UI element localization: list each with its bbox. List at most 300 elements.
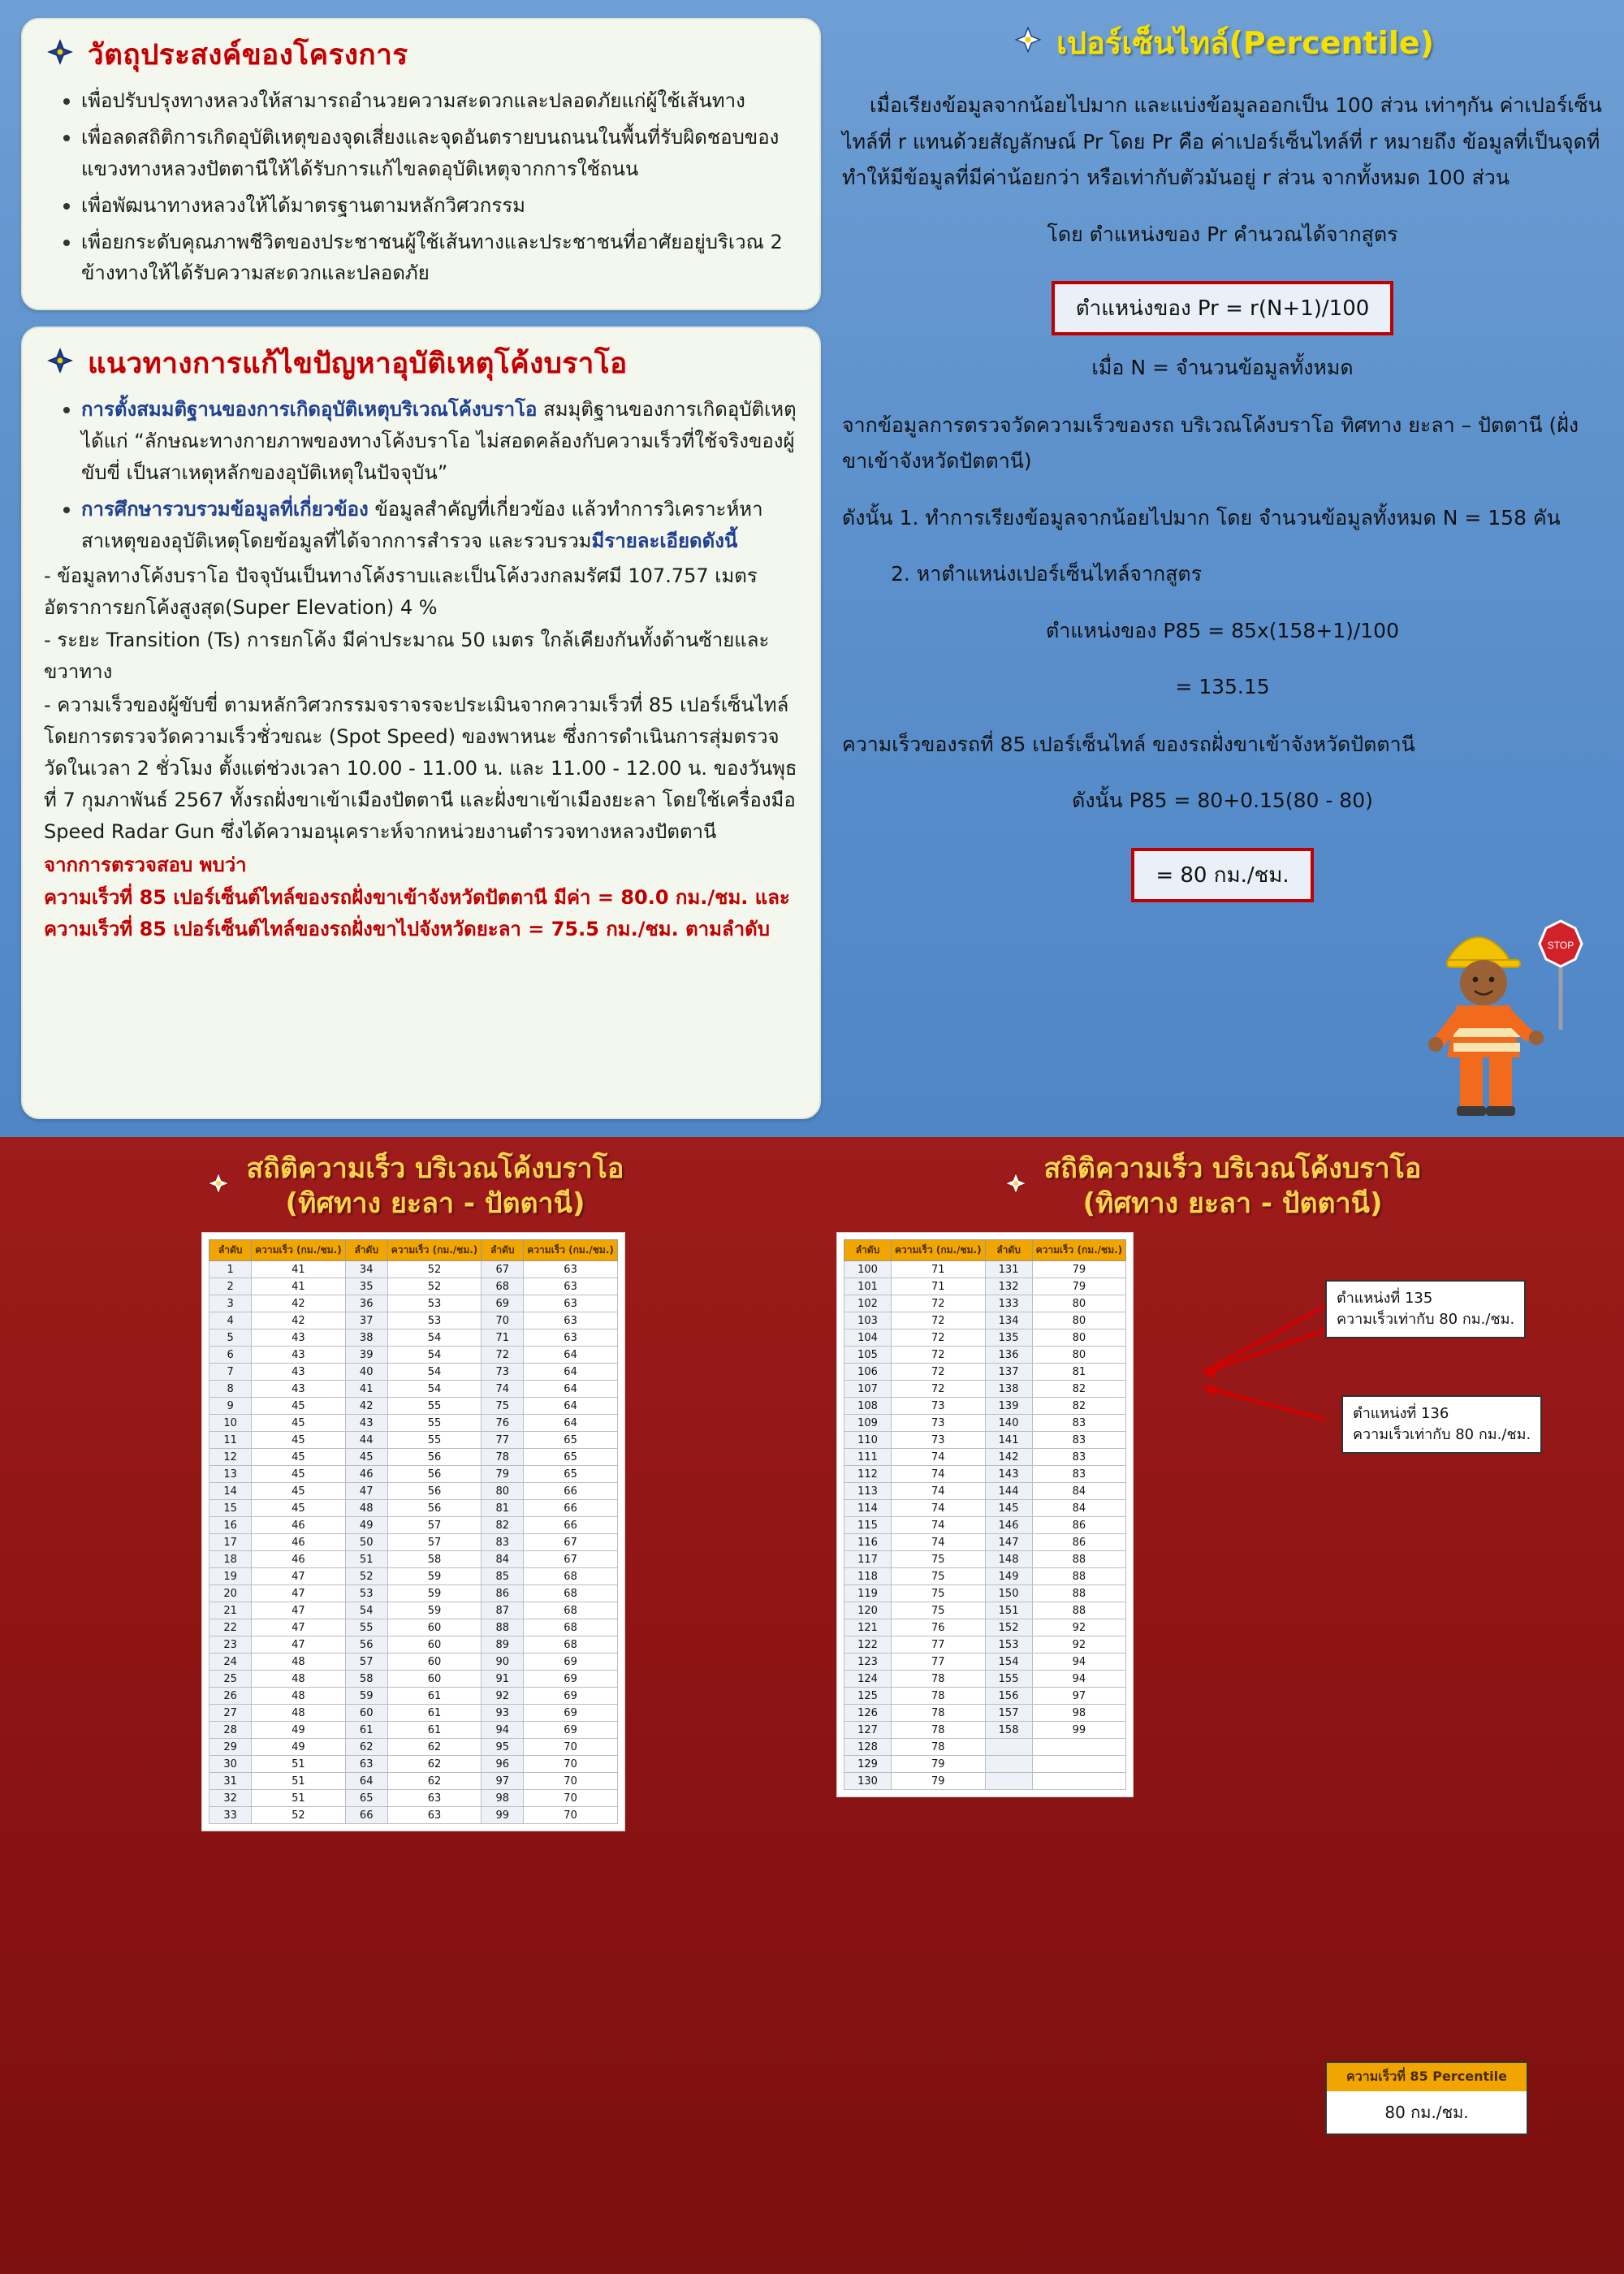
table-row	[209, 1329, 618, 1347]
cell-index: 4	[209, 1312, 252, 1329]
cell-speed: 51	[252, 1773, 346, 1790]
cell-speed: 78	[892, 1739, 986, 1756]
table-row	[209, 1483, 618, 1500]
cell-index: 63	[345, 1756, 387, 1773]
cell-speed: 73	[892, 1398, 986, 1415]
stats-left-title-line1: สถิติความเร็ว บริเวณโค้งบราโอ	[246, 1152, 624, 1185]
cell-index: 132	[985, 1278, 1032, 1295]
stats-right-title-line2: (ทิศทาง ยะลา - ปัตตานี)	[1082, 1187, 1383, 1220]
column-header: ความเร็ว (กม./ชม.)	[252, 1240, 346, 1261]
cell-index: 70	[482, 1312, 524, 1329]
table-row	[209, 1295, 618, 1312]
cell-index: 149	[985, 1568, 1032, 1585]
cell-speed: 86	[1032, 1534, 1126, 1551]
table-row	[209, 1398, 618, 1415]
cell-speed	[1032, 1739, 1126, 1756]
guidelines-title: แนวทางการแก้ไขปัญหาอุบัติเหตุโค้งบราโอ	[88, 348, 628, 381]
cell-index: 128	[844, 1739, 892, 1756]
table-row	[209, 1790, 618, 1807]
cell-index: 92	[482, 1688, 524, 1705]
cell-index: 58	[345, 1671, 387, 1688]
cell-speed: 64	[524, 1364, 618, 1381]
cell-speed: 48	[252, 1654, 346, 1671]
cell-speed: 98	[1032, 1705, 1126, 1722]
cell-speed: 69	[524, 1705, 618, 1722]
cell-index: 73	[482, 1364, 524, 1381]
cell-speed: 78	[892, 1705, 986, 1722]
conclusion-label: จากการตรวจสอบ พบว่า	[44, 853, 247, 876]
table-row	[209, 1312, 618, 1329]
cell-index: 15	[209, 1500, 252, 1517]
guideline-paragraph: - ระยะ Transition (Ts) การยกโค้ง มีค่าประมาณ 50 เมตร ใกล้เคียงกันทั้งด้านซ้ายและขวาทาง	[44, 629, 770, 684]
cell-speed: 74	[892, 1483, 986, 1500]
cell-speed: 63	[524, 1261, 618, 1278]
cell-index: 55	[345, 1619, 387, 1636]
cell-index: 100	[844, 1261, 892, 1278]
formula-row	[842, 273, 1603, 344]
cell-index: 72	[482, 1347, 524, 1364]
cell-speed: 47	[252, 1602, 346, 1619]
cell-speed: 43	[252, 1329, 346, 1347]
cell-speed: 80	[1032, 1312, 1126, 1329]
stats-left-title	[247, 1152, 624, 1221]
cell-index: 82	[482, 1517, 524, 1534]
cell-index: 53	[345, 1585, 387, 1602]
cell-speed: 88	[1032, 1551, 1126, 1568]
cell-speed: 88	[1032, 1602, 1126, 1619]
cell-index: 41	[345, 1381, 387, 1398]
stats-right-title-line1: สถิติความเร็ว บริเวณโค้งบราโอ	[1043, 1152, 1422, 1185]
stats-right-table-wrap	[836, 1232, 1134, 1797]
table-row	[209, 1671, 618, 1688]
cell-speed: 94	[1032, 1671, 1126, 1688]
cell-index	[985, 1773, 1032, 1790]
bullet-lead: การศึกษารวบรวมข้อมูลที่เกี่ยวข้อง	[81, 497, 369, 521]
cell-speed: 83	[1032, 1449, 1126, 1466]
table-row	[844, 1295, 1126, 1312]
cell-index: 69	[482, 1295, 524, 1312]
table-row	[209, 1534, 618, 1551]
cell-speed: 63	[387, 1807, 482, 1824]
cell-speed: 71	[892, 1261, 986, 1278]
cell-speed: 52	[387, 1278, 482, 1295]
cell-index: 98	[482, 1790, 524, 1807]
formula-intro: โดย ตำแหน่งของ Pr คำนวณได้จากสูตร	[1047, 222, 1398, 246]
callout-135-line1: ตำแหน่งที่ 135	[1337, 1290, 1433, 1307]
cell-speed: 55	[387, 1415, 482, 1432]
diamond-bullet-icon	[203, 1169, 234, 1204]
cell-index: 108	[844, 1398, 892, 1415]
cell-speed: 47	[252, 1619, 346, 1636]
table-row	[209, 1654, 618, 1671]
cell-index: 131	[985, 1261, 1032, 1278]
cell-speed: 60	[387, 1654, 482, 1671]
table-row	[209, 1705, 618, 1722]
cell-index: 129	[844, 1756, 892, 1773]
cell-speed: 70	[524, 1756, 618, 1773]
cell-index: 156	[985, 1688, 1032, 1705]
cell-speed: 45	[252, 1415, 346, 1432]
cell-index: 21	[209, 1602, 252, 1619]
cell-index: 30	[209, 1756, 252, 1773]
cell-index: 91	[482, 1671, 524, 1688]
column-header: ลำดับ	[209, 1240, 252, 1261]
percentile-calc-3: ดังนั้น P85 = 80+0.15(80 - 80)	[1072, 789, 1373, 812]
cell-speed: 49	[252, 1722, 346, 1739]
table-row	[844, 1671, 1126, 1688]
cell-speed: 55	[387, 1398, 482, 1415]
cell-speed: 72	[892, 1329, 986, 1347]
table-row	[844, 1312, 1126, 1329]
cell-speed: 67	[524, 1551, 618, 1568]
cell-speed: 43	[252, 1381, 346, 1398]
cell-speed: 65	[524, 1432, 618, 1449]
traffic-worker-illustration	[1402, 908, 1596, 1119]
cell-index: 50	[345, 1534, 387, 1551]
cell-index: 113	[844, 1483, 892, 1500]
cell-speed: 61	[387, 1688, 482, 1705]
bullet-rest: ข้อมูลสำคัญที่เกี่ยวข้อง แล้วทำการวิเคราะห์หาสาเหตุของอุบัติเหตุโดยข้อมูลที่ได้จากการสำรวจ และรวบรวม	[81, 497, 763, 552]
percentile-heading	[842, 18, 1603, 67]
cell-speed: 86	[1032, 1517, 1126, 1534]
cell-speed: 57	[387, 1517, 482, 1534]
diamond-bullet-icon	[1000, 1169, 1031, 1204]
cell-index: 34	[345, 1261, 387, 1278]
cell-index: 97	[482, 1773, 524, 1790]
cell-speed: 60	[387, 1619, 482, 1636]
cell-speed: 70	[524, 1790, 618, 1807]
objectives-heading	[44, 32, 798, 77]
cell-index: 136	[985, 1347, 1032, 1364]
table-row	[844, 1705, 1126, 1722]
cell-speed: 47	[252, 1636, 346, 1654]
cell-index: 119	[844, 1585, 892, 1602]
cell-index: 142	[985, 1449, 1032, 1466]
cell-speed: 70	[524, 1773, 618, 1790]
cell-index: 19	[209, 1568, 252, 1585]
cell-speed: 74	[892, 1466, 986, 1483]
cell-speed: 63	[524, 1329, 618, 1347]
list-item: • เพื่อปรับปรุงทางหลวงให้สามารถอำนวยความสะดวกและปลอดภัยแก่ผู้ใช้เส้นทาง	[81, 84, 798, 117]
callout-135-line2: ความเร็วเท่ากับ 80 กม./ชม.	[1337, 1311, 1515, 1329]
cell-index: 49	[345, 1517, 387, 1534]
cell-speed: 74	[892, 1500, 986, 1517]
table-row	[844, 1466, 1126, 1483]
callout-position-135	[1325, 1280, 1526, 1338]
cell-index: 102	[844, 1295, 892, 1312]
cell-speed: 73	[892, 1415, 986, 1432]
cell-index: 109	[844, 1415, 892, 1432]
table-row	[844, 1756, 1126, 1773]
cell-index: 88	[482, 1619, 524, 1636]
cell-speed: 78	[892, 1671, 986, 1688]
cell-speed: 69	[524, 1722, 618, 1739]
cell-index: 105	[844, 1347, 892, 1364]
cell-index: 140	[985, 1415, 1032, 1432]
cell-index: 65	[345, 1790, 387, 1807]
cell-index: 95	[482, 1739, 524, 1756]
percentile-result: = 80 กม./ชม.	[1131, 848, 1313, 902]
cell-speed: 75	[892, 1585, 986, 1602]
cell-index: 85	[482, 1568, 524, 1585]
cell-index: 89	[482, 1636, 524, 1654]
cell-index: 60	[345, 1705, 387, 1722]
cell-index: 147	[985, 1534, 1032, 1551]
cell-index: 154	[985, 1654, 1032, 1671]
stop-sign-icon	[1540, 921, 1582, 1030]
cell-speed: 74	[892, 1449, 986, 1466]
table-row	[844, 1619, 1126, 1636]
list-item	[81, 492, 798, 557]
cell-index: 22	[209, 1619, 252, 1636]
cell-index: 111	[844, 1449, 892, 1466]
callout-136-line1: ตำแหน่งที่ 136	[1353, 1405, 1449, 1422]
cell-index: 127	[844, 1722, 892, 1739]
cell-index: 150	[985, 1585, 1032, 1602]
cell-speed: 41	[252, 1261, 346, 1278]
cell-index: 152	[985, 1619, 1032, 1636]
table-row	[844, 1602, 1126, 1619]
cell-index: 157	[985, 1705, 1032, 1722]
diamond-bullet-icon	[44, 37, 76, 73]
cell-speed: 43	[252, 1347, 346, 1364]
cell-speed: 46	[252, 1517, 346, 1534]
objectives-card	[21, 18, 821, 310]
objectives-list	[44, 84, 798, 289]
cell-speed: 46	[252, 1534, 346, 1551]
cell-speed: 72	[892, 1347, 986, 1364]
cell-index: 35	[345, 1278, 387, 1295]
cell-speed: 59	[387, 1568, 482, 1585]
cell-index: 93	[482, 1705, 524, 1722]
table-row	[209, 1517, 618, 1534]
guideline-paragraph: - ความเร็วของผู้ขับขี่ ตามหลักวิศวกรรมจราจรจะประเมินจากความเร็วที่ 85 เปอร์เซ็นไทล์ โดยการตรวจวัดความเร็วชั่วขณะ (Spot Speed) ของพาหนะ ซึ่งการดำเนินการสุ่มตรวจวัดในเวลา 2 ชั่วโมง ตั้งแต่ช่วงเวลา 10.00 - 11.00 น. และ 11.00 - 12.00 น. ของวันพุธ ที่ 7 กุมภาพันธ์ 2567 ทั้งรถฝั่งขาเข้าเมืองปัตตานี และฝั่งขาเข้าเมืองยะลา โดยใช้เครื่องมือ Speed Radar Gun ซึ่งได้ความอนุเคราะห์จากหน่วยงานตำรวจทางหลวงปัตตานี	[44, 694, 797, 843]
callout-position-136	[1341, 1395, 1542, 1454]
cell-speed: 55	[387, 1432, 482, 1449]
table-row	[844, 1483, 1126, 1500]
diamond-bullet-icon	[44, 346, 76, 382]
cell-speed: 67	[524, 1534, 618, 1551]
cell-index: 81	[482, 1500, 524, 1517]
cell-index: 56	[345, 1636, 387, 1654]
cell-index: 83	[482, 1534, 524, 1551]
cell-index: 86	[482, 1585, 524, 1602]
cell-speed: 48	[252, 1688, 346, 1705]
percentile-step-2: 2. หาตำแหน่งเปอร์เซ็นไทล์จากสูตร	[891, 562, 1203, 586]
table-row	[844, 1636, 1126, 1654]
cell-index: 33	[209, 1807, 252, 1824]
cell-speed: 63	[524, 1295, 618, 1312]
cell-speed: 78	[892, 1688, 986, 1705]
cell-index: 118	[844, 1568, 892, 1585]
cell-index: 36	[345, 1295, 387, 1312]
cell-index: 29	[209, 1739, 252, 1756]
cell-index: 84	[482, 1551, 524, 1568]
cell-index: 138	[985, 1381, 1032, 1398]
cell-speed: 62	[387, 1773, 482, 1790]
list-item: • เพื่อพัฒนาทางหลวงให้ได้มาตรฐานตามหลักวิศวกรรม	[81, 188, 798, 222]
cell-index: 125	[844, 1688, 892, 1705]
cell-speed: 43	[252, 1364, 346, 1381]
cell-speed: 51	[252, 1756, 346, 1773]
cell-index: 158	[985, 1722, 1032, 1739]
list-item: • เพื่อลดสถิติการเกิดอุบัติเหตุของจุดเสี่ยงและจุดอันตรายบนถนนในพื้นที่รับผิดชอบของแขวงทางหลวงปัตตานีให้ได้รับการแก้ไขลดอุบัติเหตุจากการใช้ถนน	[81, 120, 798, 185]
table-row	[844, 1415, 1126, 1432]
cell-index: 79	[482, 1466, 524, 1483]
table-row	[209, 1585, 618, 1602]
cell-speed: 46	[252, 1551, 346, 1568]
cell-speed: 83	[1032, 1432, 1126, 1449]
cell-speed: 99	[1032, 1722, 1126, 1739]
cell-speed: 68	[524, 1568, 618, 1585]
table-row	[844, 1739, 1126, 1756]
result-value: 80 กม./ชม.	[1384, 2103, 1469, 2122]
cell-speed: 49	[252, 1739, 346, 1756]
cell-speed: 75	[892, 1568, 986, 1585]
cell-speed: 97	[1032, 1688, 1126, 1705]
cell-index: 139	[985, 1398, 1032, 1415]
cell-speed: 79	[892, 1756, 986, 1773]
cell-index: 23	[209, 1636, 252, 1654]
cell-index: 8	[209, 1381, 252, 1398]
speed-table-right	[844, 1239, 1126, 1790]
cell-speed: 66	[524, 1517, 618, 1534]
percentile-calc-1: ตำแหน่งของ P85 = 85x(158+1)/100	[1046, 618, 1399, 642]
cell-speed: 63	[387, 1790, 482, 1807]
guidelines-card	[21, 326, 821, 1119]
cell-speed: 58	[387, 1551, 482, 1568]
cell-speed: 84	[1032, 1483, 1126, 1500]
percentile-title: เปอร์เซ็นไทล์(Percentile)	[1056, 25, 1434, 61]
cell-index: 148	[985, 1551, 1032, 1568]
cell-index: 107	[844, 1381, 892, 1398]
cell-index: 94	[482, 1722, 524, 1739]
cell-index: 31	[209, 1773, 252, 1790]
cell-index: 59	[345, 1688, 387, 1705]
cell-speed: 45	[252, 1398, 346, 1415]
cell-speed: 68	[524, 1619, 618, 1636]
cell-index: 143	[985, 1466, 1032, 1483]
table-row	[844, 1551, 1126, 1568]
cell-speed: 42	[252, 1312, 346, 1329]
cell-speed: 59	[387, 1602, 482, 1619]
cell-speed: 45	[252, 1466, 346, 1483]
cell-speed: 77	[892, 1654, 986, 1671]
table-row	[209, 1688, 618, 1705]
table-row	[209, 1278, 618, 1295]
cell-index: 9	[209, 1398, 252, 1415]
cell-speed: 81	[1032, 1364, 1126, 1381]
table-row	[844, 1688, 1126, 1705]
column-header: ลำดับ	[985, 1240, 1032, 1261]
guidelines-heading	[44, 341, 798, 386]
table-row	[844, 1449, 1126, 1466]
cell-speed: 78	[892, 1722, 986, 1739]
cell-speed: 53	[387, 1312, 482, 1329]
cell-index: 115	[844, 1517, 892, 1534]
cell-index: 146	[985, 1517, 1032, 1534]
cell-index: 101	[844, 1278, 892, 1295]
stats-right-column	[822, 1152, 1600, 2259]
table-row	[209, 1261, 618, 1278]
cell-speed: 54	[387, 1381, 482, 1398]
table-row	[844, 1722, 1126, 1739]
cell-index: 67	[482, 1261, 524, 1278]
cell-index: 40	[345, 1364, 387, 1381]
cell-speed: 42	[252, 1295, 346, 1312]
percentile-calc-2: = 135.15	[1175, 675, 1270, 698]
table-row	[209, 1347, 618, 1364]
table-row	[844, 1568, 1126, 1585]
cell-index: 87	[482, 1602, 524, 1619]
table-row	[844, 1517, 1126, 1534]
svg-text:STOP: STOP	[1547, 940, 1574, 951]
table-row	[844, 1278, 1126, 1295]
cell-speed: 65	[524, 1449, 618, 1466]
cell-speed: 69	[524, 1671, 618, 1688]
cell-index: 28	[209, 1722, 252, 1739]
cell-index: 54	[345, 1602, 387, 1619]
table-row	[209, 1739, 618, 1756]
table-row	[209, 1807, 618, 1824]
cell-index: 122	[844, 1636, 892, 1654]
column-header: ความเร็ว (กม./ชม.)	[387, 1240, 482, 1261]
cell-speed: 45	[252, 1500, 346, 1517]
cell-index: 26	[209, 1688, 252, 1705]
percentile-formula: ตำแหน่งของ Pr = r(N+1)/100	[1052, 281, 1394, 335]
cell-index: 11	[209, 1432, 252, 1449]
cell-speed: 53	[387, 1295, 482, 1312]
cell-index: 5	[209, 1329, 252, 1347]
cell-speed: 56	[387, 1500, 482, 1517]
cell-speed: 60	[387, 1636, 482, 1654]
cell-speed: 56	[387, 1449, 482, 1466]
result-85-percentile	[1325, 2061, 1528, 2135]
table-row	[209, 1773, 618, 1790]
list-item	[81, 392, 798, 489]
cell-speed: 75	[892, 1602, 986, 1619]
cell-speed: 69	[524, 1688, 618, 1705]
cell-index	[985, 1756, 1032, 1773]
bullet-rest: สมมุติฐานของการเกิดอุบัติเหตุ ได้แก่ “ลักษณะทางกายภาพของทางโค้งบราโอ ไม่สอดคล้องกับความเร็วที่ใช้จริงของผู้ขับขี่ เป็นสาเหตุหลักของอุบัติเหตุในปัจจุบัน”	[81, 398, 797, 484]
cell-index: 7	[209, 1364, 252, 1381]
cell-index: 24	[209, 1654, 252, 1671]
cell-index: 71	[482, 1329, 524, 1347]
cell-index: 126	[844, 1705, 892, 1722]
cell-index: 16	[209, 1517, 252, 1534]
cell-index: 141	[985, 1432, 1032, 1449]
cell-index: 64	[345, 1773, 387, 1790]
cell-index: 10	[209, 1415, 252, 1432]
cell-index: 6	[209, 1347, 252, 1364]
cell-index	[985, 1739, 1032, 1756]
table-header-row	[844, 1240, 1126, 1261]
cell-speed: 62	[387, 1739, 482, 1756]
cell-speed: 61	[387, 1705, 482, 1722]
stats-left-heading	[203, 1152, 624, 1221]
cell-index: 121	[844, 1619, 892, 1636]
cell-speed: 56	[387, 1483, 482, 1500]
cell-speed: 80	[1032, 1329, 1126, 1347]
cell-speed: 71	[892, 1278, 986, 1295]
cell-index: 116	[844, 1534, 892, 1551]
table-header-row	[209, 1240, 618, 1261]
cell-index: 106	[844, 1364, 892, 1381]
cell-index: 155	[985, 1671, 1032, 1688]
cell-index: 90	[482, 1654, 524, 1671]
cell-speed: 80	[1032, 1347, 1126, 1364]
cell-index: 145	[985, 1500, 1032, 1517]
